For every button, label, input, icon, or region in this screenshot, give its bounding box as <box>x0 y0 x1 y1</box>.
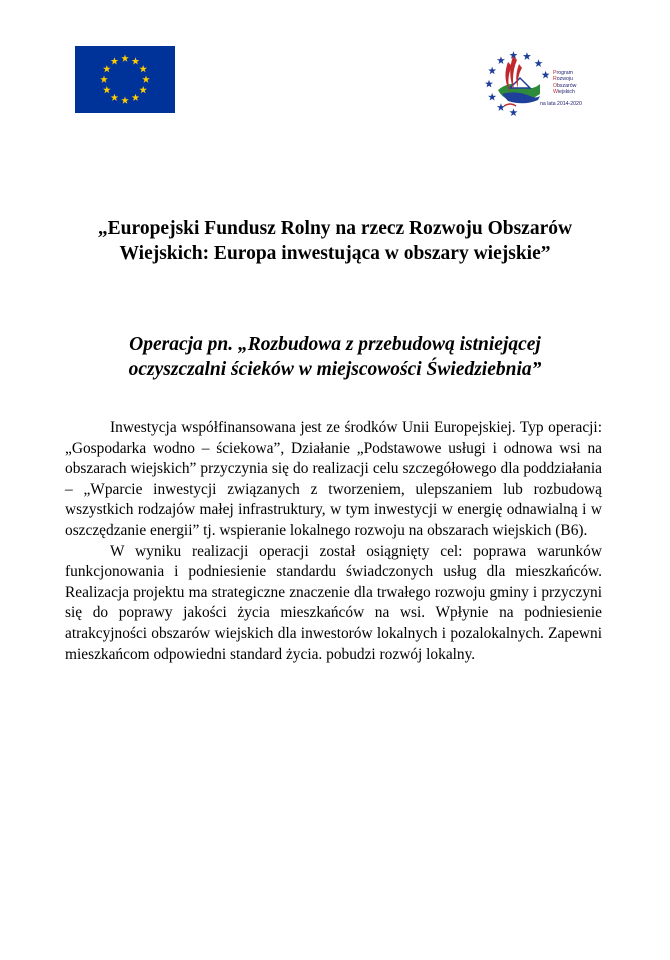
document-title <box>40 216 630 266</box>
prow-program-name <box>553 70 576 95</box>
prow-logo <box>480 44 595 119</box>
subtitle-line: oczyszczalni ścieków w miejscowości Świedziebnia” <box>128 359 542 380</box>
prow-star <box>523 52 531 60</box>
prow-star <box>497 56 505 64</box>
prow-line: Obszarów <box>553 82 577 89</box>
prow-line: Wiejskich <box>553 88 575 95</box>
prow-star <box>485 80 493 88</box>
body-text <box>65 418 602 665</box>
prow-star <box>497 103 505 111</box>
title-line: Wiejskich: Europa inwestująca w obszary wiejskie” <box>119 243 551 264</box>
eu-flag-icon <box>75 46 175 113</box>
prow-star <box>542 71 550 79</box>
prow-star <box>509 108 517 116</box>
prow-line: Program <box>553 70 573 76</box>
subtitle-line: Operacja pn. „Rozbudowa z przebudową istniejącej <box>129 334 541 355</box>
prow-years: na lata 2014-2020 <box>540 101 582 107</box>
paragraph: Inwestycja współfinansowana jest ze środków Unii Europejskiej. Typ operacji: „Gospodarka wodno – ściekowa”, Działanie „Podstawowe usługi i odnowa wsi na obszarach wiejskich” przyczynia się do realizacji celu szczegółowego dla poddziałania – „Wparcie inwestycji związanych z tworzeniem, ulepszaniem lub rozbudową wszystkich rodzajów małej infrastruktury, w tym inwestycji w energię odnawialną i w oszczędzanie energii” tj. wspieranie lokalnego rozwoju na obszarach wiejskich (B6). <box>65 419 602 539</box>
prow-star <box>535 59 543 67</box>
operation-name <box>40 332 630 382</box>
prow-line: Rozwoju <box>553 76 573 83</box>
prow-star <box>488 93 496 101</box>
title-line: „Europejski Fundusz Rolny na rzecz Rozwoju Obszarów <box>97 218 573 239</box>
prow-logo-icon <box>480 44 595 119</box>
prow-star <box>488 67 496 75</box>
eu-flag-logo <box>75 46 175 113</box>
paragraph: W wyniku realizacji operacji został osiągnięty cel: poprawa warunków funkcjonowania i podniesienie standardu świadczonych usług dla mieszkańców. Realizacja projektu ma strategiczne znaczenie dla trwałego rozwoju gminy i przyczyni się do poprawy jakości życia mieszkańców na wsi. Wpłynie na podniesienie atrakcyjności obszarów wiejskich dla inwestorów lokalnych i pozalokalnych. Zapewni mieszkańcom odpowiedni standard życia. pobudzi rozwój lokalny. <box>65 542 602 663</box>
